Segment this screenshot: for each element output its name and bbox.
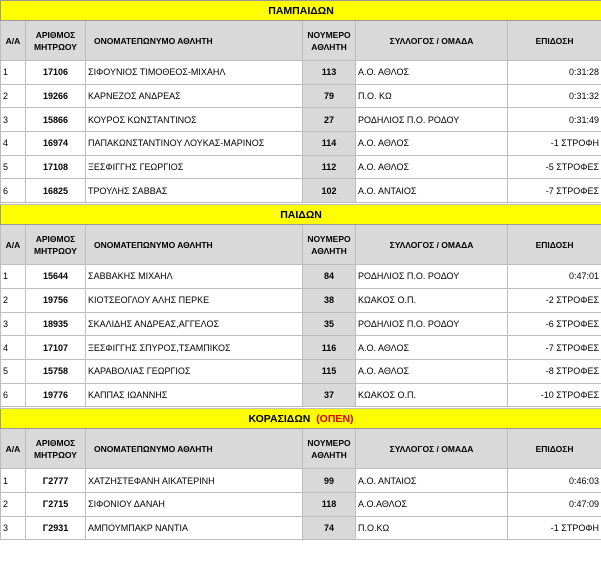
column-header-aa: Α/Α [1, 429, 26, 469]
athlete-name-cell: ΑΜΠΟΥΜΠΑΚΡ ΝΑΝΤΙΑ [86, 516, 303, 540]
column-header-time: ΕΠΙΔΟΣΗ [508, 225, 601, 265]
section-title-row [1, 1, 601, 21]
section-title-text: ΠΑΜΠΑΙΔΩΝ [268, 4, 334, 17]
performance-cell: -1 ΣΤΡΟΦΗ [508, 132, 601, 156]
column-header-time: ΕΠΙΔΟΣΗ [508, 21, 601, 61]
athlete-name-cell: ΤΡΟΥΛΗΣ ΣΑΒΒΑΣ [86, 179, 303, 203]
registry-number-cell: 17107 [26, 336, 86, 360]
table-row [1, 265, 601, 289]
bib-number-cell: 84 [303, 265, 356, 289]
performance-cell: 0:31:28 [508, 61, 601, 85]
section-title-text: ΚΟΡΑΣΙΔΩΝ [248, 412, 311, 425]
club-cell: Α.Ο. ΑΘΛΟΣ [356, 155, 508, 179]
rank-cell: 2 [1, 492, 26, 516]
performance-cell: 0:47:09 [508, 492, 601, 516]
bib-number-cell: 115 [303, 359, 356, 383]
table-row [1, 155, 601, 179]
column-header-num: ΝΟΥΜΕΡΟ ΑΘΛΗΤΗ [303, 21, 356, 61]
registry-number-cell: 16974 [26, 132, 86, 156]
club-cell: ΚΩΑΚΟΣ Ο.Π. [356, 383, 508, 407]
table-row [1, 108, 601, 132]
column-header-name: ΟΝΟΜΑΤΕΠΩΝΥΜΟ ΑΘΛΗΤΗ [86, 225, 303, 265]
registry-number-cell: 17106 [26, 61, 86, 85]
bib-number-cell: 74 [303, 516, 356, 540]
performance-cell: -1 ΣΤΡΟΦΗ [508, 516, 601, 540]
rank-cell: 3 [1, 516, 26, 540]
athlete-name-cell: ΚΟΥΡΟΣ ΚΩΝΣΤΑΝΤΙΝΟΣ [86, 108, 303, 132]
athlete-name-cell: ΣΚΑΛΙΔΗΣ ΑΝΔΡΕΑΣ,ΑΓΓΕΛΟΣ [86, 312, 303, 336]
rank-cell: 2 [1, 84, 26, 108]
registry-number-cell: 15644 [26, 265, 86, 289]
rank-cell: 5 [1, 155, 26, 179]
rank-cell: 6 [1, 383, 26, 407]
column-header-am: ΑΡΙΘΜΟΣ ΜΗΤΡΩΟΥ [26, 21, 86, 61]
rank-cell: 4 [1, 336, 26, 360]
athlete-name-cell: ΚΑΡΑΒΟΛΙΑΣ ΓΕΩΡΓΙΟΣ [86, 359, 303, 383]
bib-number-cell: 35 [303, 312, 356, 336]
athlete-name-cell: ΣΑΒΒΑΚΗΣ ΜΙΧΑΗΛ [86, 265, 303, 289]
table-row [1, 359, 601, 383]
column-header-num: ΝΟΥΜΕΡΟ ΑΘΛΗΤΗ [303, 225, 356, 265]
club-cell: Α.Ο. ΑΘΛΟΣ [356, 336, 508, 360]
club-cell: ΡΟΔΗΛΙΟΣ Π.Ο. ΡΟΔΟΥ [356, 312, 508, 336]
section-title [1, 409, 601, 429]
club-cell: Α.Ο. ΑΝΤΑΙΟΣ [356, 179, 508, 203]
table-row [1, 469, 601, 493]
table-row [1, 84, 601, 108]
club-cell: Α.Ο. ΑΘΛΟΣ [356, 359, 508, 383]
performance-cell: -5 ΣΤΡΟΦΕΣ [508, 155, 601, 179]
club-cell: Α.Ο. ΑΘΛΟΣ [356, 61, 508, 85]
performance-cell: 0:46:03 [508, 469, 601, 493]
bib-number-cell: 79 [303, 84, 356, 108]
registry-number-cell: Γ2777 [26, 469, 86, 493]
column-header-aa: Α/Α [1, 225, 26, 265]
registry-number-cell: 18935 [26, 312, 86, 336]
rank-cell: 3 [1, 108, 26, 132]
section-title-text: ΠΑΙΔΩΝ [280, 208, 322, 221]
performance-cell: -10 ΣΤΡΟΦΕΣ [508, 383, 601, 407]
rank-cell: 1 [1, 469, 26, 493]
bib-number-cell: 114 [303, 132, 356, 156]
rank-cell: 4 [1, 132, 26, 156]
registry-number-cell: 19266 [26, 84, 86, 108]
column-header-club: ΣΥΛΛΟΓΟΣ / ΟΜΑΔΑ [356, 21, 508, 61]
athlete-name-cell: ΞΕΣΦΙΓΓΗΣ ΓΕΩΡΓΙΟΣ [86, 155, 303, 179]
bib-number-cell: 37 [303, 383, 356, 407]
registry-number-cell: 19776 [26, 383, 86, 407]
club-cell: Π.Ο.ΚΩ [356, 516, 508, 540]
performance-cell: -7 ΣΤΡΟΦΕΣ [508, 179, 601, 203]
bib-number-cell: 112 [303, 155, 356, 179]
column-header-name: ΟΝΟΜΑΤΕΠΩΝΥΜΟ ΑΘΛΗΤΗ [86, 21, 303, 61]
athlete-name-cell: ΚΑΠΠΑΣ ΙΩΑΝΝΗΣ [86, 383, 303, 407]
section-title-row [1, 205, 601, 225]
club-cell: Π.Ο. ΚΩ [356, 84, 508, 108]
registry-number-cell: 15866 [26, 108, 86, 132]
registry-number-cell: 19756 [26, 288, 86, 312]
athlete-name-cell: ΚΙΟΤΣΕΟΓΛΟΥ ΑΛΗΣ ΠΕΡΚΕ [86, 288, 303, 312]
athlete-name-cell: ΠΑΠΑΚΩΝΣΤΑΝΤΙΝΟΥ ΛΟΥΚΑΣ-ΜΑΡΙΝΟΣ [86, 132, 303, 156]
registry-number-cell: Γ2715 [26, 492, 86, 516]
athlete-name-cell: ΣΙΦΟΝΙΟΥ ΔΑΝΑΗ [86, 492, 303, 516]
registry-number-cell: Γ2931 [26, 516, 86, 540]
performance-cell: -6 ΣΤΡΟΦΕΣ [508, 312, 601, 336]
performance-cell: 0:31:49 [508, 108, 601, 132]
column-header-aa: Α/Α [1, 21, 26, 61]
column-header-time: ΕΠΙΔΟΣΗ [508, 429, 601, 469]
performance-cell: -2 ΣΤΡΟΦΕΣ [508, 288, 601, 312]
table-row [1, 516, 601, 540]
club-cell: ΡΟΔΗΛΙΟΣ Π.Ο. ΡΟΔΟΥ [356, 108, 508, 132]
table-row [1, 288, 601, 312]
column-header-num: ΝΟΥΜΕΡΟ ΑΘΛΗΤΗ [303, 429, 356, 469]
section-title-row [1, 409, 601, 429]
column-header-row [1, 21, 601, 61]
table-row [1, 336, 601, 360]
club-cell: Α.Ο.ΑΘΛΟΣ [356, 492, 508, 516]
table-row [1, 61, 601, 85]
rank-cell: 1 [1, 61, 26, 85]
results-body [1, 1, 601, 540]
performance-cell: -7 ΣΤΡΟΦΕΣ [508, 336, 601, 360]
registry-number-cell: 16825 [26, 179, 86, 203]
registry-number-cell: 15758 [26, 359, 86, 383]
section-title [1, 1, 601, 21]
column-header-club: ΣΥΛΛΟΓΟΣ / ΟΜΑΔΑ [356, 429, 508, 469]
club-cell: ΡΟΔΗΛΙΟΣ Π.Ο. ΡΟΔΟΥ [356, 265, 508, 289]
column-header-am: ΑΡΙΘΜΟΣ ΜΗΤΡΩΟΥ [26, 429, 86, 469]
column-header-row [1, 225, 601, 265]
performance-cell: -8 ΣΤΡΟΦΕΣ [508, 359, 601, 383]
table-row [1, 179, 601, 203]
rank-cell: 1 [1, 265, 26, 289]
bib-number-cell: 116 [303, 336, 356, 360]
column-header-row [1, 429, 601, 469]
athlete-name-cell: ΞΕΣΦΙΓΓΗΣ ΣΠΥΡΟΣ,ΤΣΑΜΠΙΚΟΣ [86, 336, 303, 360]
performance-cell: 0:31:32 [508, 84, 601, 108]
column-header-am: ΑΡΙΘΜΟΣ ΜΗΤΡΩΟΥ [26, 225, 86, 265]
rank-cell: 5 [1, 359, 26, 383]
rank-cell: 3 [1, 312, 26, 336]
table-row [1, 312, 601, 336]
athlete-name-cell: ΧΑΤΖΗΣΤΕΦΑΝΗ ΑΙΚΑΤΕΡΙΝΗ [86, 469, 303, 493]
section-title-suffix: (ΟΠΕΝ) [316, 412, 354, 425]
column-header-club: ΣΥΛΛΟΓΟΣ / ΟΜΑΔΑ [356, 225, 508, 265]
club-cell: Α.Ο. ΑΘΛΟΣ [356, 132, 508, 156]
bib-number-cell: 102 [303, 179, 356, 203]
athlete-name-cell: ΣΙΦΟΥΝΙΟΣ ΤΙΜΟΘΕΟΣ-ΜΙΧΑΗΛ [86, 61, 303, 85]
bib-number-cell: 118 [303, 492, 356, 516]
rank-cell: 6 [1, 179, 26, 203]
table-row [1, 383, 601, 407]
table-row [1, 492, 601, 516]
performance-cell: 0:47:01 [508, 265, 601, 289]
club-cell: Α.Ο. ΑΝΤΑΙΟΣ [356, 469, 508, 493]
registry-number-cell: 17108 [26, 155, 86, 179]
bib-number-cell: 113 [303, 61, 356, 85]
club-cell: ΚΩΑΚΟΣ Ο.Π. [356, 288, 508, 312]
column-header-name: ΟΝΟΜΑΤΕΠΩΝΥΜΟ ΑΘΛΗΤΗ [86, 429, 303, 469]
table-row [1, 132, 601, 156]
bib-number-cell: 38 [303, 288, 356, 312]
section-title [1, 205, 601, 225]
bib-number-cell: 27 [303, 108, 356, 132]
bib-number-cell: 99 [303, 469, 356, 493]
athlete-name-cell: ΚΑΡΝΕΖΟΣ ΑΝΔΡΕΑΣ [86, 84, 303, 108]
rank-cell: 2 [1, 288, 26, 312]
